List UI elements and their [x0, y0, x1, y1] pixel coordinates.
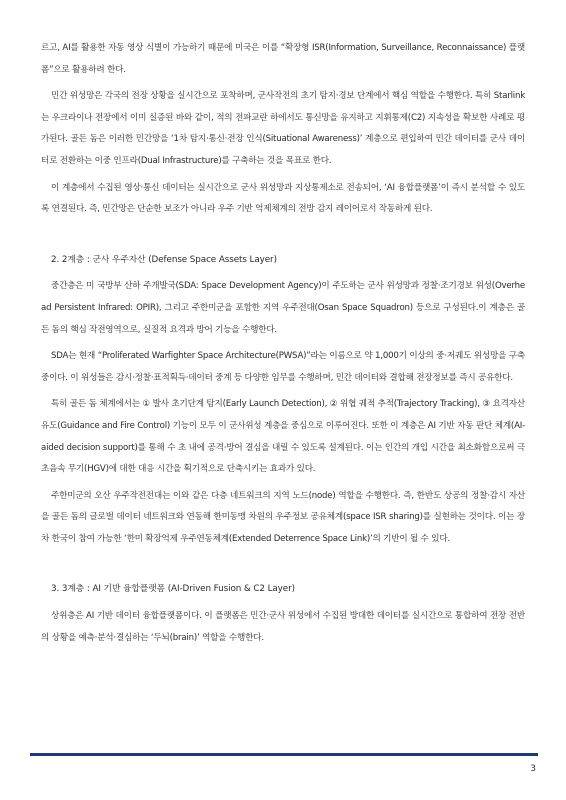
paragraph: SDA는 현재 “Proliferated Warfighter Space Architecture(PWSA)”라는 이름으로 약 1,000기 이상의 중·저궤도 위성망을 구축 중이다. 이 위성들은 감시·정찰·표적획득·데이터 중계 등 다양한 임무를 수행하며, 민간 데이터와 결합해 전장정보를 즉시 공유한다.: [41, 351, 525, 383]
document-body: [41, 38, 525, 649]
page-number: 3: [530, 764, 536, 774]
paragraph: 주한미군의 오산 우주작전전대는 이와 같은 다층 네트워크의 지역 노드(node) 역할을 수행한다. 즉, 한반도 상공의 정찰·감시 자산을 골든 돔의 글로벌 데이터 네트워크와 연동해 한미동맹 차원의 우주정보 공유체계(space ISR sharing)를 실현하는 것이다. 이는 장차 한국이 참여 가능한 ‘한미 확장억제 우주연동체계(Extended Deterrence Space Link)’의 기반이 될 수 있다.: [41, 490, 525, 544]
footer-divider: [30, 753, 538, 756]
section-heading: 2. 2계층 : 군사 우주자산 (Defense Space Assets Layer): [51, 254, 277, 265]
paragraph: 이 계층에서 수집된 영상·통신 데이터는 실시간으로 군사 위성망과 지상통제소로 전송되어, ‘AI 융합플랫폼’이 즉시 분석할 수 있도록 연결된다. 즉, 민간망은 단순한 보조가 아니라 우주 기반 억제체계의 전방 감지 레이어로서 작동하게 된다.: [41, 182, 525, 215]
paragraph: 르고, AI를 활용한 자동 영상 식별이 가능하기 때문에 미국은 이를 “확장형 ISR(Information, Surveillance, Reconnaissance) 플랫폼”으로 활용하려 한다.: [41, 43, 525, 75]
paragraph: 상위층은 AI 기반 데이터 융합플랫폼이다. 이 플랫폼은 민간·군사 위성에서 수집된 방대한 데이터를 실시간으로 통합하여 전장 전반의 상황을 예측·분석·결심하는 ‘두뇌(brain)’ 역할을 수행한다.: [41, 611, 525, 643]
section-heading: 3. 3계층 : AI 기반 융합플랫폼 (AI-Driven Fusion & C2 Layer): [51, 584, 295, 595]
paragraph: 특히 골든 돔 체계에서는 ① 발사 초기단계 탐지(Early Launch Detection), ② 위협 궤적 추적(Trajectory Tracking), ③ 요격자산 유도(Guidance and Fire Control) 기능이 모두 이 군사위성 계층을 중심으로 이루어진다. 또한 이 계층은 AI 기반 자동 판단 체계(AI-aided decision support)를 통해 수 초 내에 공격·방어 결심을 내릴 수 있도록 설계된다. 이는 인간의 개입 시간을 최소화함으로써 극초음속 무기(HGV)에 대한 대응 시간을 획기적으로 단축시키는 효과가 있다.: [41, 399, 525, 475]
paragraph: 중간층은 미 국방부 산하 주개발국(SDA: Space Development Agency)이 주도하는 군사 위성망과 정찰·조기경보 위성(Overhead Persistent Infrared: OPIR), 그리고 주한미군을 포함한 지역 우주전대(Osan Space Squadron) 등으로 구성된다.이 계층은 골든 돔의 핵심 작전영역으로, 실질적 요격과 방어 기능을 수행한다.: [41, 281, 525, 335]
paragraph: 민간 위성망은 각국의 전장 상황을 실시간으로 포착하며, 군사작전의 초기 탐지·경보 단계에서 핵심 역할을 수행한다. 특히 Starlink는 우크라이나 전장에서 이미 실증된 바와 같이, 적의 전파교란 하에서도 통신망을 유지하고 지휘통제(C2) 지속성을 확보한 사례로 평가된다. 골든 돔은 이러한 민간망을 ‘1차 탐지·통신·전장 인식(Situational Awareness)’ 계층으로 편입하여 민간 데이터를 군사 데이터로 전환하는 이중 인프라(Dual Infrastructure)를 구축하는 것을 목표로 한다.: [41, 91, 525, 166]
